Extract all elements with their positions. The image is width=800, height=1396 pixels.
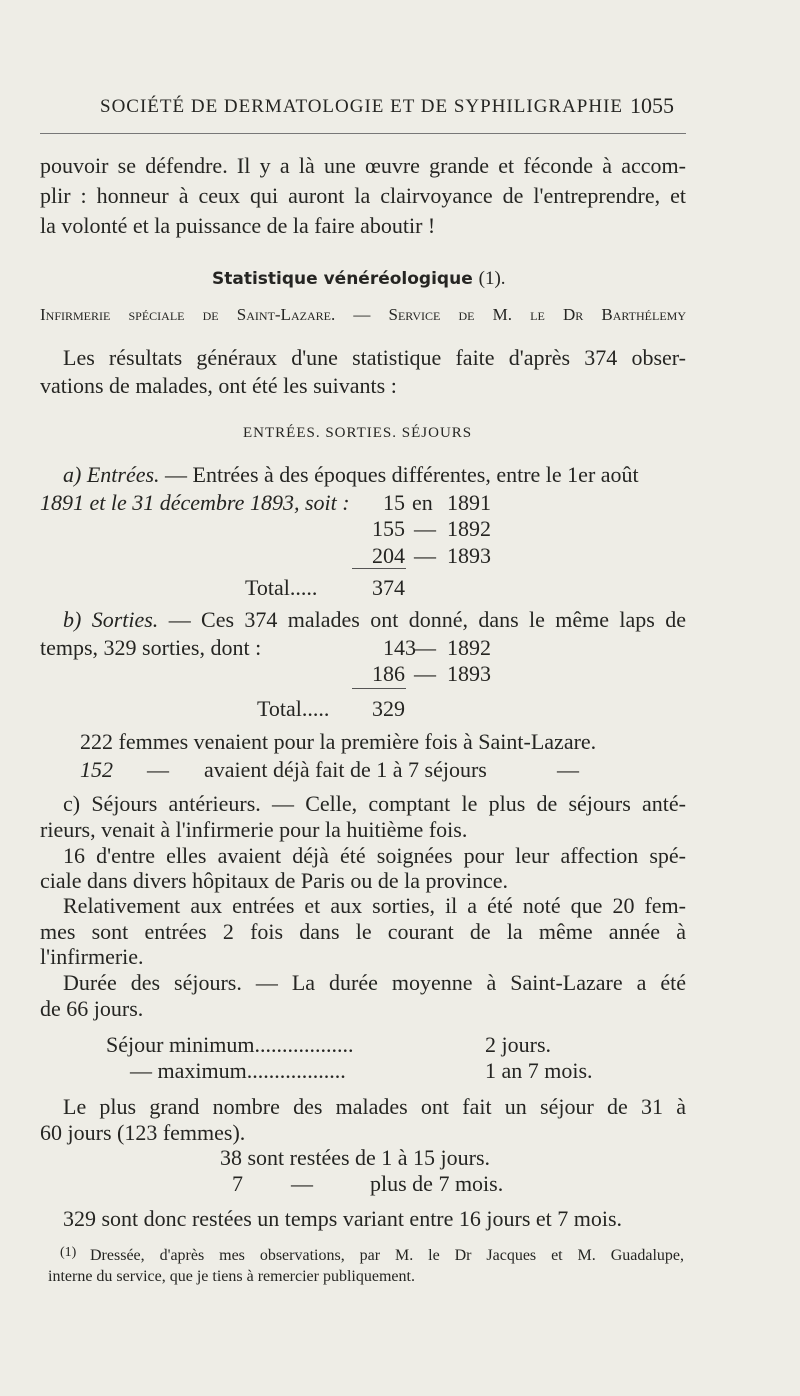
sejours-p2-line-2: ciale dans divers hôpitaux de Paris ou de la province. — [40, 868, 508, 893]
sorties-row-1-year: 1892 — [447, 635, 491, 660]
sorties-line-1 — [63, 607, 686, 633]
entrees-row-2-sep: — — [414, 516, 436, 541]
sorties-line-1-rest: — Ces 374 malades ont donné, dans le même laps de — [168, 607, 686, 632]
sorties-total-label: Total..... — [257, 696, 330, 721]
sejour-minimum-value: 2 jours. — [485, 1032, 551, 1057]
intro-line-1: pouvoir se défendre. Il y a là une œuvre grande et féconde à accom- — [40, 153, 686, 178]
entrees-total-value: 374 — [372, 575, 405, 600]
footnote-line-1: Dressée, d'après mes observations, par M. le Dr Jacques et M. Guadalupe, — [90, 1247, 684, 1264]
sejours-p6-text: plus de 7 mois. — [370, 1171, 504, 1196]
sejour-maximum-value: 1 an 7 mois. — [485, 1058, 593, 1083]
sejours-p7: 329 sont donc restées un temps variant entre 16 jours et 7 mois. — [63, 1206, 623, 1231]
sorties-row-1-sep: — — [414, 635, 436, 660]
section-title-text: Statistique vénéréologique — [212, 269, 473, 289]
sejours-p1-line-2: rieurs, venait à l'infirmerie pour la huitième fois. — [40, 817, 468, 842]
sejours-p6-dash: — — [291, 1171, 313, 1196]
footnote-line-2: interne du service, que je tiens à remercier publiquement. — [48, 1268, 415, 1285]
intro-line-2: plir : honneur à ceux qui auront la clairvoyance de l'entreprendre, et — [40, 183, 686, 208]
entrees-line-1-rest: — Entrées à des époques différentes, entre le 1er août — [165, 462, 639, 487]
sorties-line-2: temps, 329 sorties, dont : — [40, 635, 262, 660]
header-rule — [40, 133, 686, 134]
women-line-1: 222 femmes venaient pour la première fois à Saint-Lazare. — [80, 729, 597, 754]
sorties-row-2-year: 1893 — [447, 661, 491, 686]
sejour-minimum-label: Séjour minimum.................. — [106, 1032, 354, 1057]
sorties-row-2-count: 186 — [372, 661, 405, 686]
sorties-total-rule — [352, 688, 406, 689]
section-title — [212, 268, 506, 290]
women-line-2-num: 152 — [80, 757, 113, 782]
entrees-total-label: Total..... — [245, 575, 318, 600]
entrees-row-1-count: 15 — [383, 490, 405, 515]
summary-line-1: Les résultats généraux d'une statistique faite d'après 374 obser- — [63, 345, 686, 370]
entrees-row-3-count: 204 — [372, 543, 405, 568]
sejours-p6-line-1: 38 sont restées de 1 à 15 jours. — [220, 1145, 491, 1170]
sejours-p3-line-2: mes sont entrées 2 fois dans le courant de la même année à — [40, 919, 686, 944]
entrees-line-1 — [63, 462, 686, 488]
women-line-2-dash: — — [147, 757, 169, 782]
entrees-row-2-count: 155 — [372, 516, 405, 541]
sorties-row-2-sep: — — [414, 661, 436, 686]
entrees-row-1-sep: en — [412, 490, 433, 515]
sejours-p4-line-1: Durée des séjours. — La durée moyenne à Saint-Lazare a été — [63, 970, 686, 995]
sorties-total-value: 329 — [372, 696, 405, 721]
sejours-p1-line-1: c) Séjours antérieurs. — Celle, comptant le plus de séjours anté- — [63, 791, 686, 816]
sejours-p2-line-1: 16 d'entre elles avaient déjà été soignées pour leur affection spé- — [63, 843, 686, 868]
sejours-p6-num: 7 — [232, 1171, 243, 1196]
entrees-row-3-year: 1893 — [447, 543, 491, 568]
sorties-row-1-count: 143 — [383, 635, 416, 660]
entrees-row-1-year: 1891 — [447, 490, 491, 515]
sejours-p4-line-2: de 66 jours. — [40, 996, 144, 1021]
footnote-marker: (1) — [60, 1245, 77, 1260]
intro-line-3: la volonté et la puissance de la faire aboutir ! — [40, 213, 436, 238]
summary-heading: ENTRÉES. SORTIES. SÉJOURS — [243, 425, 473, 441]
page-number: 1055 — [630, 93, 674, 118]
summary-line-2: vations de malades, ont été les suivants : — [40, 373, 397, 398]
sejours-p3-line-1: Relativement aux entrées et aux sorties, il a été noté que 20 fem- — [63, 893, 686, 918]
running-title: SOCIÉTÉ DE DERMATOLOGIE ET DE SYPHILIGRAPHIE — [100, 96, 624, 117]
sejours-p5-line-1: Le plus grand nombre des malades ont fait un séjour de 31 à — [63, 1094, 686, 1119]
section-title-note: (1). — [478, 268, 506, 289]
sejours-p3-line-3: l'infirmerie. — [40, 944, 144, 969]
entrees-line-2: 1891 et le 31 décembre 1893, soit : — [40, 490, 350, 515]
entrees-row-3-sep: — — [414, 543, 436, 568]
women-line-2-end: — — [557, 757, 579, 782]
women-line-2-text: avaient déjà fait de 1 à 7 séjours — [204, 757, 487, 782]
sejour-maximum-label: — maximum.................. — [130, 1058, 346, 1083]
sorties-label: b) Sorties. — [63, 607, 159, 632]
section-subtitle: Infirmerie spéciale de Saint-Lazare. — Service de M. le Dr Barthélemy — [40, 305, 686, 324]
entrees-row-2-year: 1892 — [447, 516, 491, 541]
entrees-total-rule — [352, 568, 406, 569]
sejours-p5-line-2: 60 jours (123 femmes). — [40, 1120, 246, 1145]
entrees-label: a) Entrées. — [63, 462, 160, 487]
